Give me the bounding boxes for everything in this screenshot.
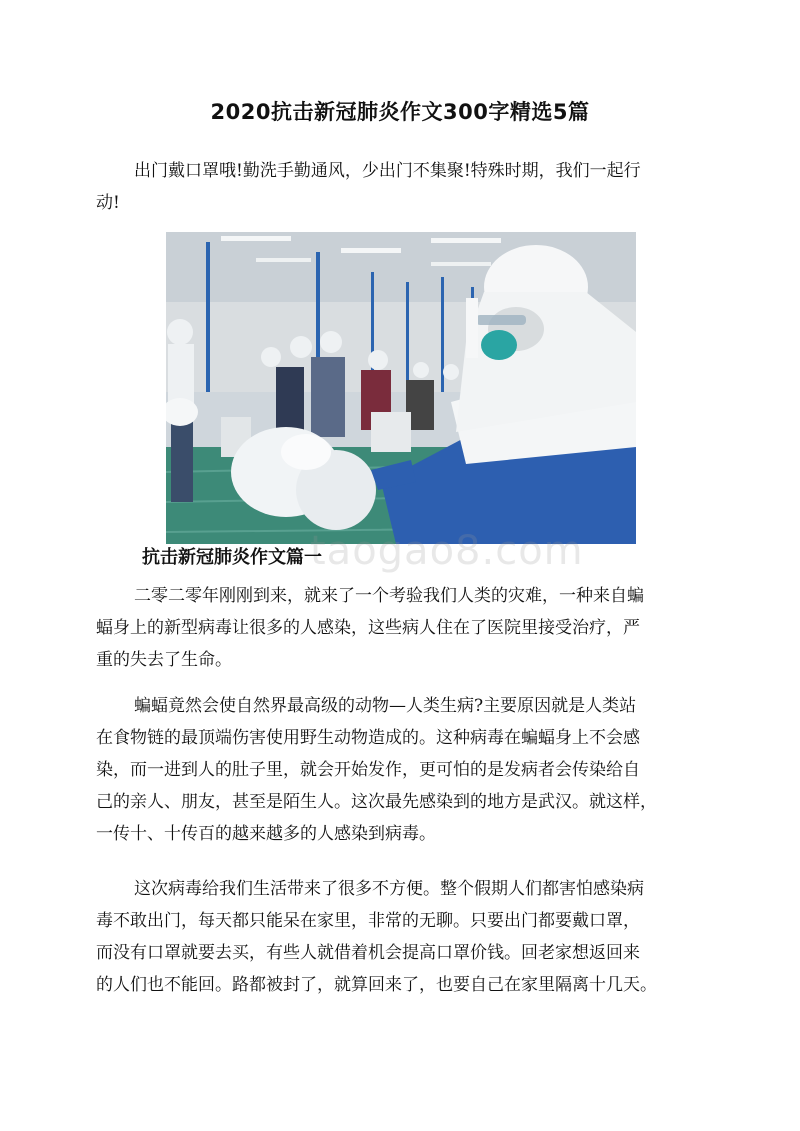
body-paragraph [96,873,716,1001]
page-title: 2020抗击新冠肺炎作文300字精选5篇 [210,100,590,124]
text-line: 动! [96,193,120,213]
text-line: 蝠身上的新型病毒让很多的人感染，这些病人住在了医院里接受治疗，严 [96,618,640,638]
text-line: 而没有口罩就要去买，有些人就借着机会提高口罩价钱。回老家想返回来 [96,943,640,963]
watermark: taogao8.com [310,528,584,574]
text-line: 这次病毒给我们生活带来了很多不方便。整个假期人们都害怕感染病 [134,879,644,899]
intro-paragraph [96,155,716,219]
text-line: 二零二零年刚刚到来，就来了一个考验我们人类的灾难，一种来自蝙 [134,586,644,606]
text-line: 一传十、十传百的越来越多的人感染到病毒。 [96,824,436,844]
text-line: 毒不敢出门，每天都只能呆在家里，非常的无聊。只要出门都要戴口罩， [96,911,640,931]
text-line: 染，而一进到人的肚子里，就会开始发作，更可怕的是发病者会传染给自 [96,760,640,780]
section-heading: 抗击新冠肺炎作文篇一 [142,547,322,568]
body-paragraph [96,580,716,676]
text-line: 在食物链的最顶端伤害使用野生动物造成的。这种病毒在蝙蝠身上不会感 [96,728,640,748]
body-paragraph [96,690,716,850]
text-line: 蝙蝠竟然会使自然界最高级的动物—人类生病?主要原因就是人类站 [134,696,637,716]
text-line: 出门戴口罩哦!勤洗手勤通风，少出门不集聚!特殊时期，我们一起行 [134,161,641,181]
article-photo [166,232,636,544]
text-line: 己的亲人、朋友，甚至是陌生人。这次最先感染到的地方是武汉。就这样， [96,792,657,812]
text-line: 重的失去了生命。 [96,650,232,670]
text-line: 的人们也不能回。路都被封了，就算回来了，也要自己在家里隔离十几天。 [96,975,657,995]
